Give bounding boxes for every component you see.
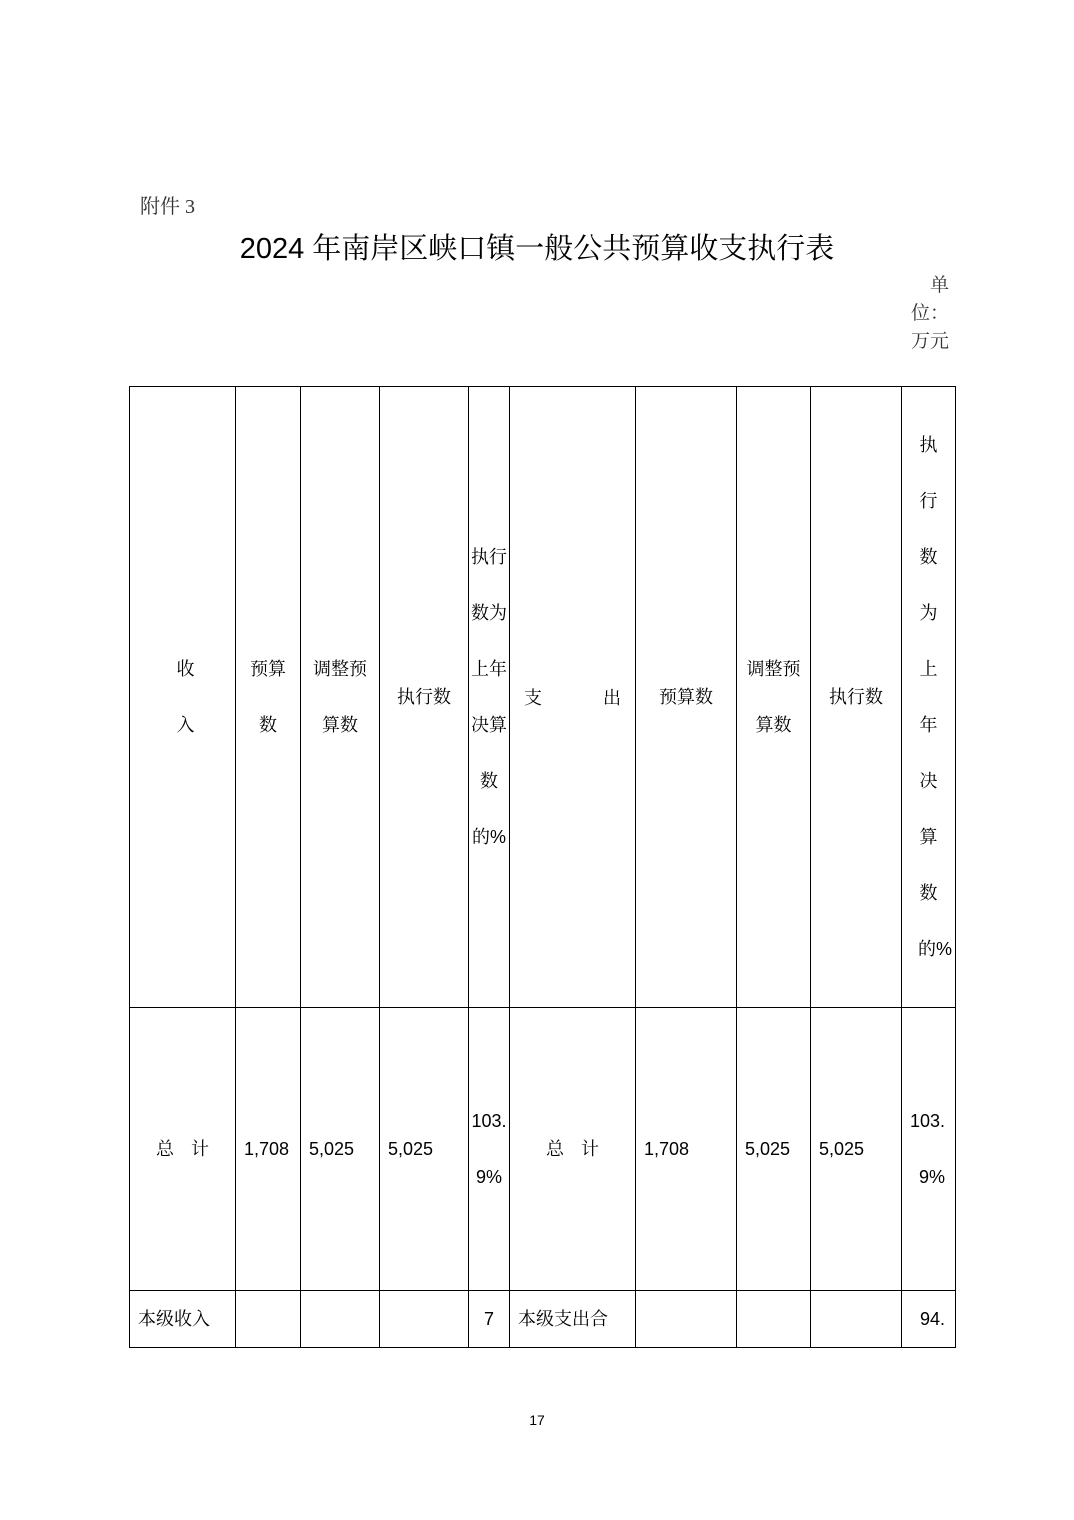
page-title: 2024 年南岸区峡口镇一般公共预算收支执行表 xyxy=(239,233,835,265)
level-exp-executed xyxy=(811,1291,902,1348)
header-exp-pct: 执行数为上年决算数的% xyxy=(902,387,956,1008)
header-exp-budget: 预算数 xyxy=(636,387,737,1008)
total-income-label: 总 计 xyxy=(130,1008,236,1291)
total-adjusted-budget: 5,025 xyxy=(301,1008,380,1291)
header-adjusted-budget: 调整预算数 xyxy=(301,387,380,1008)
total-executed: 5,025 xyxy=(380,1008,469,1291)
unit-label: 单位：万元 xyxy=(910,275,949,352)
page-number: 17 xyxy=(529,1412,545,1428)
header-budget: 预算数 xyxy=(236,387,301,1008)
total-expense-label: 总 计 xyxy=(510,1008,636,1291)
level-budget xyxy=(236,1291,301,1348)
level-pct: 7 xyxy=(469,1291,510,1348)
level-exp-pct: 94. xyxy=(902,1291,956,1348)
level-executed xyxy=(380,1291,469,1348)
attachment-label: 附件 3 xyxy=(140,196,195,218)
total-exp-adjusted: 5,025 xyxy=(737,1008,811,1291)
total-exp-executed: 5,025 xyxy=(811,1008,902,1291)
level-income-label: 本级收入 xyxy=(130,1291,236,1348)
header-expense: 支 出 xyxy=(510,387,636,1008)
table-row xyxy=(130,1008,956,1291)
level-exp-adjusted xyxy=(737,1291,811,1348)
total-exp-pct: 103.9% xyxy=(902,1008,956,1291)
header-income: 收入 xyxy=(130,387,236,1008)
header-executed: 执行数 xyxy=(380,387,469,1008)
header-row xyxy=(130,387,956,1008)
total-budget: 1,708 xyxy=(236,1008,301,1291)
total-exp-budget: 1,708 xyxy=(636,1008,737,1291)
budget-table xyxy=(129,386,956,1348)
header-exp-executed: 执行数 xyxy=(811,387,902,1008)
level-expense-label: 本级支出合 xyxy=(510,1291,636,1348)
level-adjusted-budget xyxy=(301,1291,380,1348)
total-pct: 103.9% xyxy=(469,1008,510,1291)
table-row xyxy=(130,1291,956,1348)
header-exp-adjusted: 调整预算数 xyxy=(737,387,811,1008)
level-exp-budget xyxy=(636,1291,737,1348)
header-pct: 执行数为上年决算数的% xyxy=(469,387,510,1008)
